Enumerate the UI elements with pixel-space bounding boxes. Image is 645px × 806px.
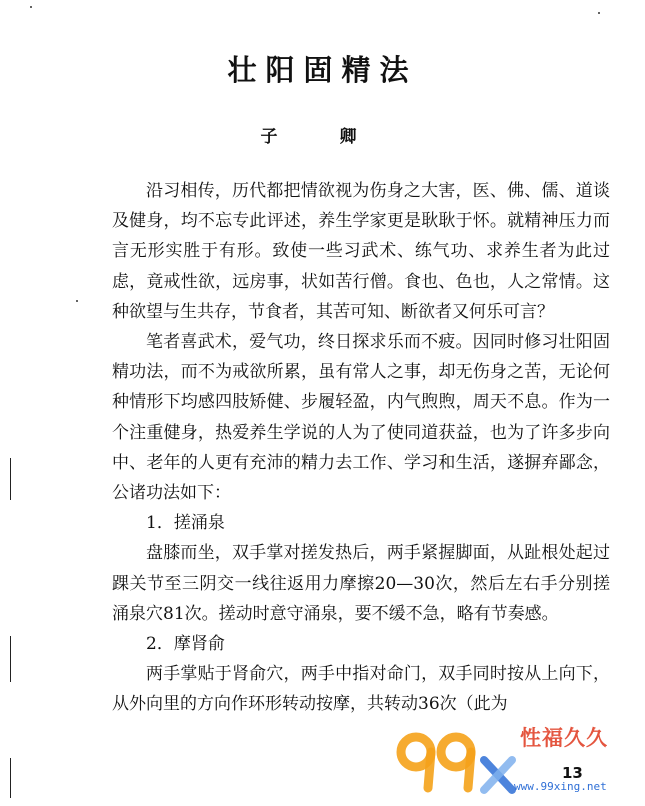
- watermark-logo-icon: [392, 718, 520, 804]
- scan-mark-left-1: [10, 458, 11, 500]
- section-heading-1: 1．搓涌泉: [146, 513, 225, 534]
- watermark-text: 性福久久: [520, 726, 608, 750]
- section-text-1: 盘膝而坐，双手掌对搓发热后，两手紧握脚面，从趾根处起过踝关节至三阴交一线往返用力摩擦20—30次，然后左右手分别搓涌泉穴81次。搓动时意守涌泉，要不缓不急，略有节奏感。: [112, 543, 610, 624]
- watermark-url: www.99xing.net: [514, 780, 607, 793]
- section-text-2: 两手掌贴于肾俞穴，两手中指对命门，双手同时按从上向下，从外向里的方向作环形转动按摩，共转动36次（此为: [112, 664, 610, 715]
- scan-mark-left-2: [10, 636, 11, 682]
- article-title: 壮阳固精法: [227, 53, 418, 87]
- author-paragraph: 笔者喜武术，爱气功，终日探求乐而不疲。因同时修习壮阳固精功法，而不为戒欲所累，虽有常人之事，却无伤身之苦，无论何种情形下均感四肢矫健、步履轻盈，内气煦煦，周天不息。作为一个注重健身，热爱养生学说的人为了使同道获益，也为了许多步向中、老年的人更有充沛的精力去工作、学习和生活，遂摒弃鄙念，公诸功法如下：: [112, 332, 610, 504]
- article-body: [112, 176, 610, 720]
- scan-dot-1: [76, 300, 78, 302]
- scan-mark-left-3: [10, 758, 11, 798]
- scan-dot-3: [598, 12, 600, 14]
- scan-dot-2: [30, 6, 32, 8]
- intro-paragraph: 沿习相传，历代都把情欲视为伤身之大害，医、佛、儒、道谈及健身，均不忘专此评述，养生学家更是耿耿于怀。就精神压力而言无形实胜于有形。致使一些习武术、练气功、求养生者为此过虑，竟戒性欲，远房事，状如苦行僧。食也、色也，人之常情。这种欲望与生共存，节食者，其苦可知、断欲者又何乐可言？: [112, 181, 610, 322]
- site-watermark: [392, 718, 642, 804]
- article-author: 子 卿: [260, 127, 385, 147]
- section-heading-2: 2．摩肾俞: [146, 634, 225, 655]
- page-number: 13: [562, 764, 583, 782]
